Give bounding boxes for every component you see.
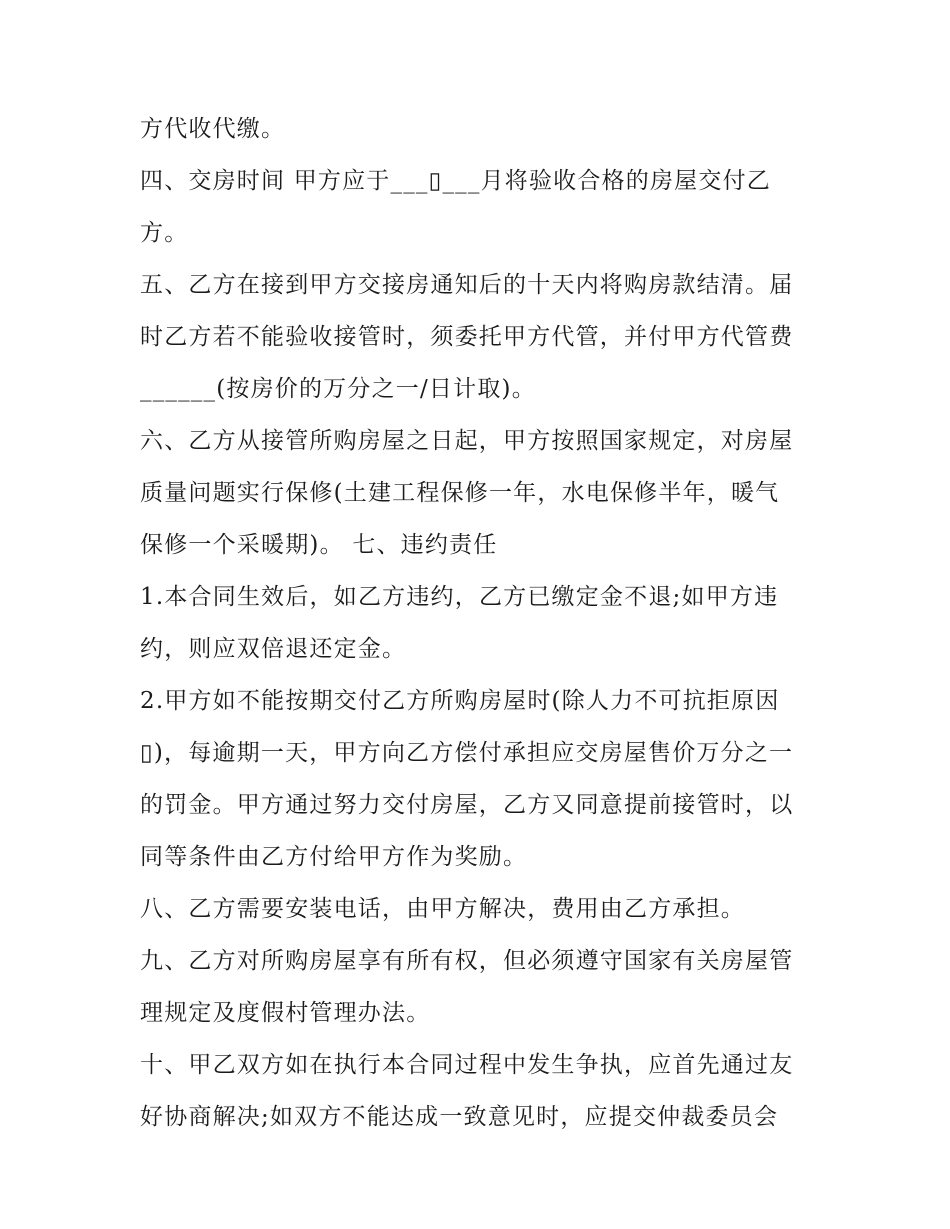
- text-line: 方。: [140, 220, 189, 246]
- text-line: ______(按房价的万分之一/日计取)。: [140, 376, 536, 402]
- text-line: ▯)，每逾期一天，甲方向乙方偿付承担应交房屋售价万分之一: [140, 740, 794, 766]
- text-line: 方代收代缴。: [140, 116, 286, 142]
- text-line: 理规定及度假村管理办法。: [140, 1000, 431, 1026]
- text-line: 八、乙方需要安装电话，由甲方解决，费用由乙方承担。: [140, 896, 745, 922]
- text-line: 1.本合同生效后，如乙方违约，乙方已缴定金不退;如甲方违: [140, 584, 779, 610]
- text-line: 的罚金。甲方通过努力交付房屋，乙方又同意提前接管时，以: [140, 792, 794, 818]
- text-line: 质量问题实行保修(土建工程保修一年，水电保修半年，暖气: [140, 480, 780, 506]
- text-line: 2.甲方如不能按期交付乙方所购房屋时(除人力不可抗拒原因: [140, 688, 780, 714]
- text-line: 同等条件由乙方付给甲方作为奖励。: [140, 844, 528, 870]
- text-line: 四、交房时间 甲方应于___▯___月将验收合格的房屋交付乙: [140, 168, 771, 194]
- text-line: 十、甲乙双方如在执行本合同过程中发生争执，应首先通过友: [140, 1052, 794, 1078]
- text-line: 好协商解决;如双方不能达成一致意见时，应提交仲裁委员会: [140, 1104, 779, 1130]
- text-line: 九、乙方对所购房屋享有所有权，但必须遵守国家有关房屋管: [140, 948, 794, 974]
- text-line: 六、乙方从接管所购房屋之日起，甲方按照国家规定，对房屋: [140, 428, 794, 454]
- text-line: 五、乙方在接到甲方交接房通知后的十天内将购房款结清。届: [140, 272, 794, 298]
- text-line: 保修一个采暖期)。 七、违约责任: [140, 532, 498, 558]
- document-body: [140, 103, 820, 1143]
- text-line: 约，则应双倍退还定金。: [140, 636, 407, 662]
- text-line: 时乙方若不能验收接管时，须委托甲方代管，并付甲方代管费: [140, 324, 794, 350]
